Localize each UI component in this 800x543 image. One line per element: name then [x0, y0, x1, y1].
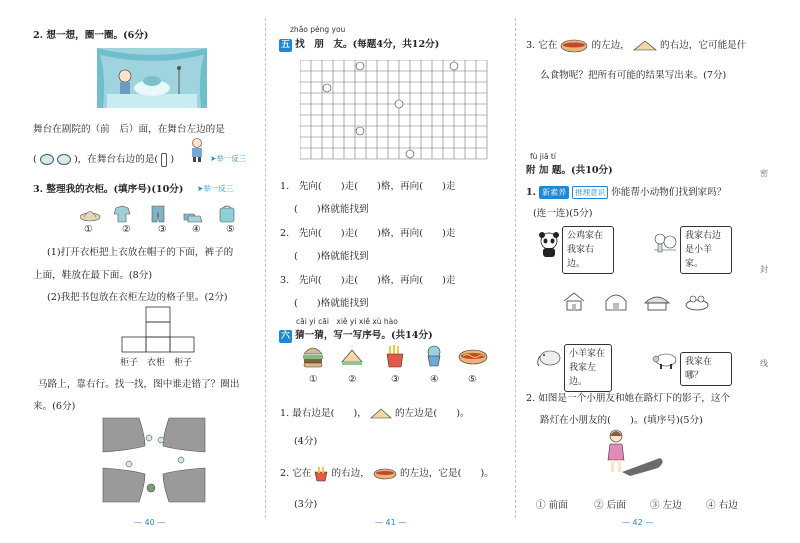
food-burger-icon [302, 344, 324, 371]
food-num-3: ③ [391, 374, 400, 385]
p42-q3-part-a: 3. 它在 [526, 40, 558, 51]
p41-s6q2-score: (3分) [294, 499, 318, 510]
p40-q3-line3: (2)我把书包放在衣柜左边的格子里。(2分) [47, 292, 228, 303]
margin-seal-1: 密 [760, 169, 768, 178]
crossroads-illustration [101, 416, 207, 504]
p42-q3-part-c: 的右边，它可能是什 [660, 40, 747, 51]
house-1-icon [562, 291, 586, 314]
p40-q4-line2: 来。(6分) [33, 401, 76, 412]
p41-q3a: 3. 先向( )走( )格，再向( )走 [280, 275, 456, 286]
food-num-4: ④ [430, 374, 439, 385]
p40-q2-line1: 舞台在剧院的（前 后）面，在舞台左边的是 [33, 124, 225, 135]
food-icecream-icon [424, 344, 444, 371]
cabinet-label-2: 衣柜 [147, 358, 166, 368]
sheep-icon [652, 352, 678, 373]
sec6-pinyin: cāi yi cāi xiě yi xiě xù hào [296, 317, 398, 326]
bonus-title: 附 加 题。(共10分) [526, 165, 613, 176]
b2-option-1: ① 前面 [536, 500, 568, 511]
page-number-40: — 40 — [134, 518, 166, 527]
food-fries-icon [386, 344, 404, 371]
food-hotdog-icon [458, 348, 488, 369]
column-divider-2 [515, 18, 516, 518]
p40-q3-line2: 上面，鞋放在最下面。(8分) [33, 270, 153, 281]
bubble-panda: 公鸡家在我家右边。 [562, 226, 614, 274]
bubble-elephant: 小羊家在我家左边。 [564, 344, 612, 392]
p40-q3-line1: (1)打开衣柜把上衣放在帽子的下面，裤子的 [47, 247, 234, 258]
p40-q3-title: 3. 整理我的衣柜。(填序号)(10分) [33, 184, 184, 195]
fish-icon [57, 154, 71, 165]
p42-q3-line2: 么食物呢？把所有可能的结果写出来。(7分) [540, 70, 727, 81]
cabinet-label-1: 柜子 [120, 358, 139, 368]
clothing-num-4: ④ [192, 224, 201, 235]
clothing-items [80, 204, 250, 224]
p40-q2-tag[interactable]: ➤举一反三 [210, 154, 247, 163]
sec6-header [279, 327, 433, 343]
p40-q4-line1: 马路上，靠右行。找一找，图中谁走错了？圈出 [38, 379, 240, 390]
boy-icon [190, 138, 204, 162]
p41-s6q1-score: (4分) [294, 436, 318, 447]
food-num-5: ⑤ [468, 374, 477, 385]
sec5-title: 找 朋 友。(每题4分，共12分) [295, 39, 440, 50]
s6q1-part-a: 1. 最右边是( )， [280, 408, 367, 419]
food-num-2: ② [348, 374, 357, 385]
b2-line2: 路灯在小朋友的( )。(填序号)(5分) [540, 415, 703, 426]
p40-q2-title: 2. 想一想，圈一圈。(6分) [33, 30, 149, 41]
b2-option-2: ② 后面 [594, 500, 626, 511]
girl-shadow-illustration [600, 428, 670, 487]
panda-icon [538, 232, 560, 261]
elephant-icon [536, 348, 562, 371]
p41-s6q1 [280, 405, 470, 420]
sec6-title: 猜一猜，写一写序号。(共14分) [295, 330, 433, 341]
margin-seal-2: 封 [760, 265, 768, 274]
clothing-num-3: ③ [158, 224, 167, 235]
sec5-number: 五 [280, 40, 290, 50]
house-4-icon [684, 293, 710, 314]
s6q1-part-b: 的左边是( )。 [394, 408, 470, 419]
p42-q3-line1 [526, 37, 746, 53]
clothing-num-5: ⑤ [226, 224, 235, 235]
sandwich-icon [370, 408, 392, 420]
column-divider-1 [265, 18, 266, 518]
mushroom-icon [40, 154, 54, 165]
p41-s6q2 [280, 465, 494, 482]
house-2-icon [604, 291, 628, 314]
paren-open: ( [33, 154, 37, 165]
margin-seal-3: 线 [760, 359, 768, 368]
b1-tag-new: 新素养 [539, 186, 569, 199]
b2-line1: 2. 如图是一个小朋友和她在路灯下的影子，这个 [526, 393, 731, 404]
cabinet-label-3: 柜子 [174, 358, 193, 368]
p41-q1a: 1. 先向( )走( )格，再向( )走 [280, 181, 456, 192]
stage-illustration [97, 48, 207, 108]
house-3-icon [644, 291, 670, 314]
food-num-1: ① [309, 374, 318, 385]
b1-header [526, 184, 726, 199]
p40-q2-line2 [33, 151, 174, 167]
bonus-pinyin: fù jiā tí [530, 152, 556, 161]
sec5-pinyin: zhǎo péng you [290, 25, 346, 34]
page-number-42: — 42 — [622, 518, 654, 527]
page-number-41: — 41 — [375, 518, 407, 527]
s6q2-part-a: 2. 它在 [280, 468, 312, 479]
hotdog-icon [373, 468, 397, 480]
bubble-sheep: 我家在哪？ [680, 352, 732, 386]
p41-q1b: ( )格就能找到 [294, 204, 369, 215]
b2-option-3: ③ 左边 [650, 500, 682, 511]
p41-q2a: 2. 先向( )走( )格，再向( )走 [280, 228, 456, 239]
sandwich-icon-2 [633, 40, 657, 52]
p40-q3-tag[interactable]: ➤举一反三 [197, 184, 234, 193]
friend-grid [300, 60, 488, 160]
p42-q3-part-b: 的左边， [591, 40, 630, 51]
b1-text: 你能帮小动物们找到家吗？ [611, 187, 727, 198]
b2-option-4: ④ 右边 [706, 500, 738, 511]
sec6-number: 六 [280, 331, 290, 341]
rooster-icon [652, 232, 678, 259]
b1-number: 1. [526, 187, 537, 198]
hotdog-icon-2 [560, 39, 588, 53]
paren-close: ) [170, 154, 175, 165]
p41-q3b: ( )格就能找到 [294, 298, 369, 309]
s6q2-part-c: 的左边，它是( )。 [400, 468, 494, 479]
bubble-rooster: 我家右边是小羊家。 [680, 226, 732, 274]
p41-q2b: ( )格就能找到 [294, 251, 369, 262]
s6q2-part-b: 的右边， [331, 468, 370, 479]
food-sandwich-icon [340, 348, 364, 369]
clothing-num-1: ① [84, 224, 93, 235]
q2-line2-middle: )，在舞台右边的是( [73, 154, 159, 165]
fries-icon [314, 466, 328, 482]
sec5-header [279, 36, 439, 52]
b1-tag-reason: 推理意识 [572, 186, 608, 199]
cabinet-diagram [118, 306, 198, 354]
b1-sub: (连一连)(5分) [533, 208, 593, 219]
lamp-icon [161, 153, 167, 167]
clothing-num-2: ② [122, 224, 131, 235]
